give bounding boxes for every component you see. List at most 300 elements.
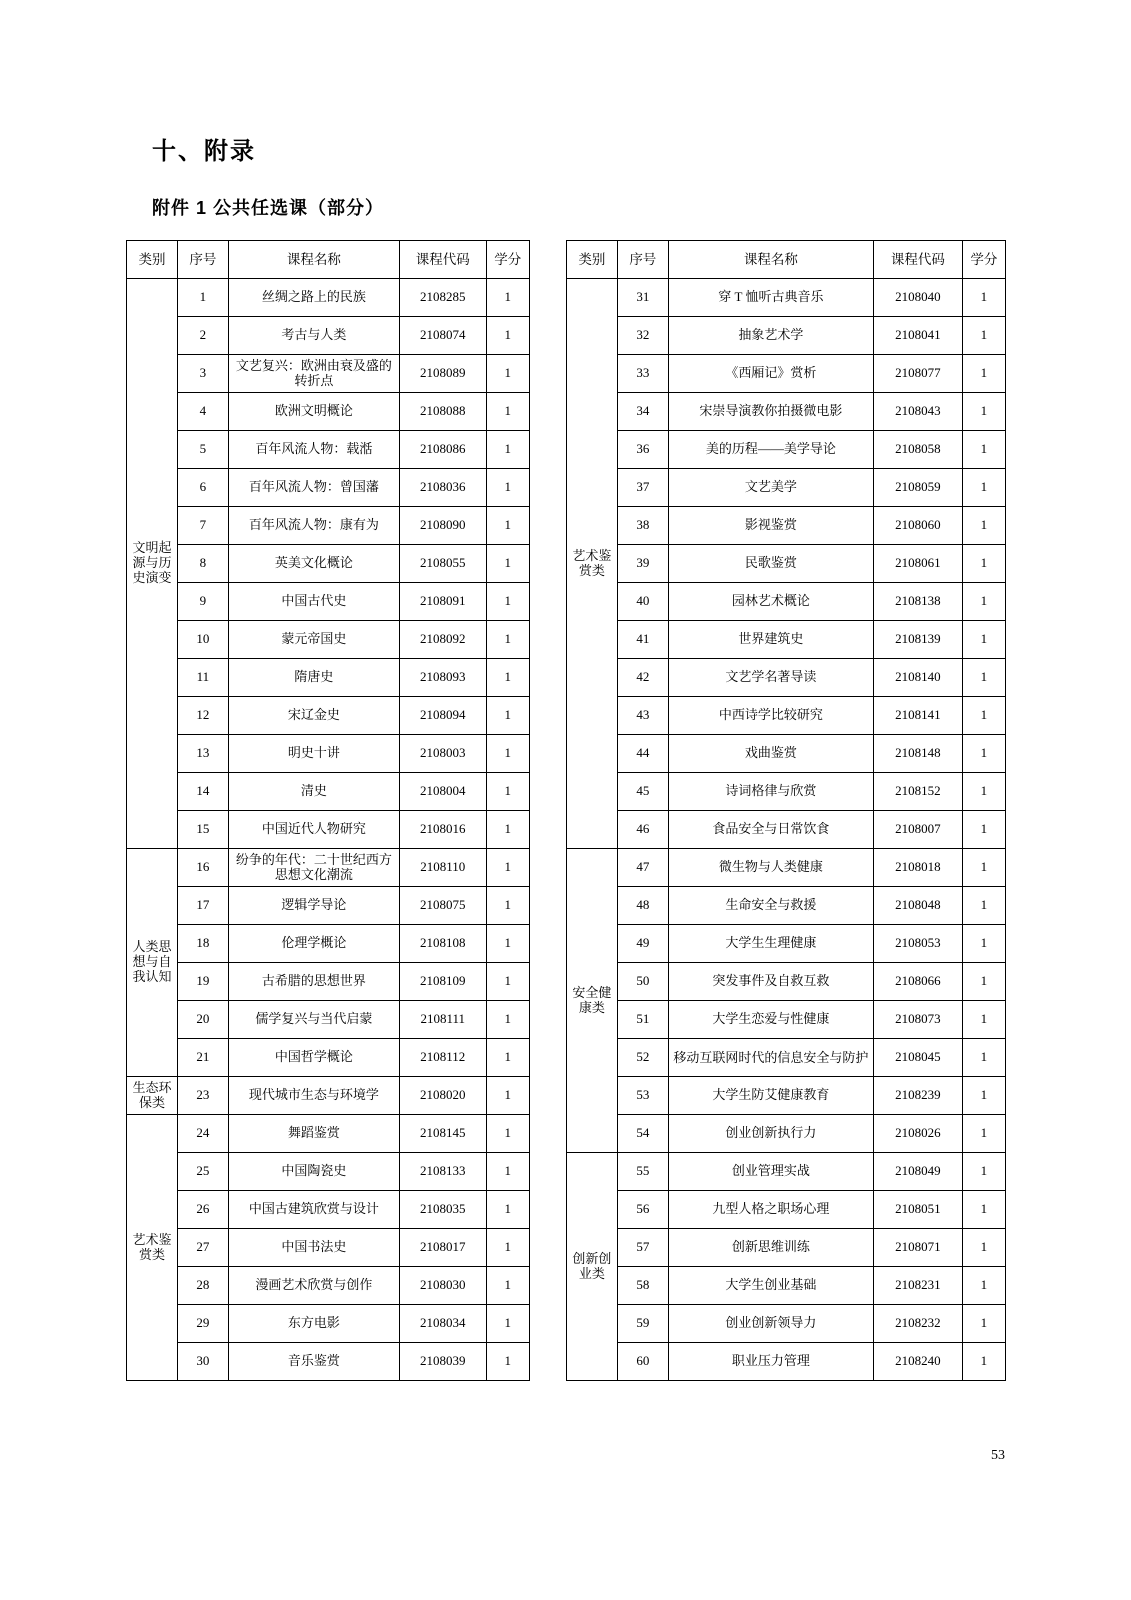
row-number-cell: 48 [617,887,668,925]
table-row [127,1077,530,1115]
course-name-cell: 创业创新领导力 [668,1305,873,1343]
course-code-cell: 2108034 [399,1305,486,1343]
course-code-cell: 2108086 [399,431,486,469]
course-name-cell: 中国古代史 [228,583,399,621]
course-name-cell: 明史十讲 [228,735,399,773]
credit-cell: 1 [962,469,1005,507]
table-row [566,279,1005,317]
category-cell: 艺术鉴赏类 [127,1115,178,1381]
course-code-cell: 2108138 [873,583,962,621]
course-code-cell: 2108003 [399,735,486,773]
table-row [566,1191,1005,1229]
credit-cell: 1 [962,317,1005,355]
course-code-cell: 2108088 [399,393,486,431]
course-code-cell: 2108035 [399,1191,486,1229]
course-name-cell: 蒙元帝国史 [228,621,399,659]
row-number-cell: 50 [617,963,668,1001]
table-row [566,583,1005,621]
course-code-cell: 2108059 [873,469,962,507]
row-number-cell: 45 [617,773,668,811]
course-code-cell: 2108285 [399,279,486,317]
row-number-cell: 17 [177,887,228,925]
course-name-cell: 宋辽金史 [228,697,399,735]
row-number-cell: 10 [177,621,228,659]
row-number-cell: 36 [617,431,668,469]
credit-cell: 1 [486,887,529,925]
table-header-row [566,241,1005,279]
course-name-cell: 宋崇导演教你拍摄微电影 [668,393,873,431]
row-number-cell: 1 [177,279,228,317]
course-code-cell: 2108058 [873,431,962,469]
row-number-cell: 60 [617,1343,668,1381]
course-code-cell: 2108018 [873,849,962,887]
credit-cell: 1 [962,1077,1005,1115]
course-code-cell: 2108152 [873,773,962,811]
row-number-cell: 14 [177,773,228,811]
course-code-cell: 2108093 [399,659,486,697]
table-row [566,1305,1005,1343]
table-row [566,1229,1005,1267]
row-number-cell: 52 [617,1039,668,1077]
credit-cell: 1 [962,963,1005,1001]
row-number-cell: 34 [617,393,668,431]
course-code-cell: 2108007 [873,811,962,849]
course-name-cell: 抽象艺术学 [668,317,873,355]
table-row [566,887,1005,925]
row-number-cell: 57 [617,1229,668,1267]
row-number-cell: 12 [177,697,228,735]
row-number-cell: 53 [617,1077,668,1115]
course-code-cell: 2108139 [873,621,962,659]
table-row [566,1343,1005,1381]
course-name-cell: 美的历程——美学导论 [668,431,873,469]
credit-cell: 1 [486,621,529,659]
table-row [127,1039,530,1077]
row-number-cell: 13 [177,735,228,773]
row-number-cell: 5 [177,431,228,469]
course-code-cell: 2108053 [873,925,962,963]
credit-cell: 1 [962,1115,1005,1153]
course-code-cell: 2108043 [873,393,962,431]
table-row [127,393,530,431]
course-name-cell: 园林艺术概论 [668,583,873,621]
table-row [127,317,530,355]
table-row [127,583,530,621]
course-name-cell: 影视鉴赏 [668,507,873,545]
course-name-cell: 大学生生理健康 [668,925,873,963]
table-row [127,773,530,811]
course-name-cell: 戏曲鉴赏 [668,735,873,773]
header-name: 课程名称 [668,241,873,279]
course-name-cell: 诗词格律与欣赏 [668,773,873,811]
table-row [566,925,1005,963]
table-row [127,963,530,1001]
credit-cell: 1 [962,1343,1005,1381]
credit-cell: 1 [486,507,529,545]
credit-cell: 1 [486,1229,529,1267]
course-name-cell: 突发事件及自救互救 [668,963,873,1001]
table-row [127,1343,530,1381]
course-code-cell: 2108074 [399,317,486,355]
credit-cell: 1 [486,1115,529,1153]
row-number-cell: 42 [617,659,668,697]
credit-cell: 1 [962,1305,1005,1343]
course-code-cell: 2108148 [873,735,962,773]
table-row [566,849,1005,887]
row-number-cell: 54 [617,1115,668,1153]
row-number-cell: 3 [177,355,228,393]
table-row [566,1039,1005,1077]
credit-cell: 1 [962,659,1005,697]
row-number-cell: 46 [617,811,668,849]
credit-cell: 1 [962,393,1005,431]
course-name-cell: 大学生恋爱与性健康 [668,1001,873,1039]
course-code-cell: 2108145 [399,1115,486,1153]
credit-cell: 1 [962,1229,1005,1267]
credit-cell: 1 [486,659,529,697]
credit-cell: 1 [962,1191,1005,1229]
course-code-cell: 2108092 [399,621,486,659]
table-row [566,317,1005,355]
course-code-cell: 2108112 [399,1039,486,1077]
credit-cell: 1 [486,545,529,583]
course-table-left [126,240,530,1381]
row-number-cell: 55 [617,1153,668,1191]
credit-cell: 1 [486,583,529,621]
course-code-cell: 2108111 [399,1001,486,1039]
credit-cell: 1 [962,697,1005,735]
row-number-cell: 4 [177,393,228,431]
table-row [566,1001,1005,1039]
credit-cell: 1 [486,279,529,317]
credit-cell: 1 [962,583,1005,621]
row-number-cell: 23 [177,1077,228,1115]
credit-cell: 1 [486,1001,529,1039]
table-row [566,621,1005,659]
course-code-cell: 2108089 [399,355,486,393]
row-number-cell: 59 [617,1305,668,1343]
course-code-cell: 2108232 [873,1305,962,1343]
table-row [566,1267,1005,1305]
credit-cell: 1 [962,621,1005,659]
course-code-cell: 2108041 [873,317,962,355]
table-row [127,279,530,317]
course-name-cell: 欧洲文明概论 [228,393,399,431]
course-code-cell: 2108141 [873,697,962,735]
credit-cell: 1 [486,469,529,507]
course-code-cell: 2108090 [399,507,486,545]
course-code-cell: 2108020 [399,1077,486,1115]
course-code-cell: 2108231 [873,1267,962,1305]
table-row [566,1115,1005,1153]
table-row [127,849,530,887]
table-header-left [127,241,530,279]
table-row [566,469,1005,507]
credit-cell: 1 [962,545,1005,583]
course-code-cell: 2108073 [873,1001,962,1039]
course-name-cell: 舞蹈鉴赏 [228,1115,399,1153]
header-category: 类别 [566,241,617,279]
credit-cell: 1 [486,963,529,1001]
course-table-right [566,240,1006,1381]
course-name-cell: 音乐鉴赏 [228,1343,399,1381]
row-number-cell: 21 [177,1039,228,1077]
table-row [127,1305,530,1343]
table-row [127,1153,530,1191]
table-body-left [127,279,530,1381]
course-name-cell: 古希腊的思想世界 [228,963,399,1001]
credit-cell: 1 [962,507,1005,545]
course-name-cell: 英美文化概论 [228,545,399,583]
row-number-cell: 9 [177,583,228,621]
table-row [566,773,1005,811]
course-name-cell: 大学生创业基础 [668,1267,873,1305]
appendix-tables [126,240,1006,1381]
course-name-cell: 中国书法史 [228,1229,399,1267]
row-number-cell: 16 [177,849,228,887]
row-number-cell: 28 [177,1267,228,1305]
page-title: 十、附录 [152,138,256,165]
row-number-cell: 19 [177,963,228,1001]
table-row [566,659,1005,697]
course-code-cell: 2108133 [399,1153,486,1191]
category-cell: 生态环保类 [127,1077,178,1115]
credit-cell: 1 [962,431,1005,469]
row-number-cell: 18 [177,925,228,963]
row-number-cell: 44 [617,735,668,773]
row-number-cell: 47 [617,849,668,887]
row-number-cell: 40 [617,583,668,621]
row-number-cell: 24 [177,1115,228,1153]
row-number-cell: 43 [617,697,668,735]
table-row [566,1077,1005,1115]
course-name-cell: 丝绸之路上的民族 [228,279,399,317]
header-no: 序号 [177,241,228,279]
course-code-cell: 2108109 [399,963,486,1001]
course-name-cell: 百年风流人物：曾国藩 [228,469,399,507]
course-code-cell: 2108094 [399,697,486,735]
course-code-cell: 2108110 [399,849,486,887]
table-row [566,545,1005,583]
category-cell: 安全健康类 [566,849,617,1153]
table-row [127,925,530,963]
course-name-cell: 中国古建筑欣赏与设计 [228,1191,399,1229]
table-row [566,811,1005,849]
header-category: 类别 [127,241,178,279]
course-name-cell: 考古与人类 [228,317,399,355]
course-code-cell: 2108004 [399,773,486,811]
course-name-cell: 逻辑学导论 [228,887,399,925]
course-code-cell: 2108049 [873,1153,962,1191]
course-code-cell: 2108239 [873,1077,962,1115]
table-row [127,1115,530,1153]
row-number-cell: 51 [617,1001,668,1039]
course-code-cell: 2108075 [399,887,486,925]
credit-cell: 1 [962,887,1005,925]
course-code-cell: 2108108 [399,925,486,963]
course-code-cell: 2108091 [399,583,486,621]
table-row [566,963,1005,1001]
table-row [127,507,530,545]
credit-cell: 1 [486,925,529,963]
credit-cell: 1 [486,735,529,773]
course-code-cell: 2108240 [873,1343,962,1381]
header-code: 课程代码 [873,241,962,279]
course-name-cell: 百年风流人物：载湉 [228,431,399,469]
row-number-cell: 30 [177,1343,228,1381]
section-subtitle: 附件 1 公共任选课（部分） [152,198,385,218]
course-name-cell: 东方电影 [228,1305,399,1343]
course-name-cell: 《西厢记》赏析 [668,355,873,393]
credit-cell: 1 [486,355,529,393]
credit-cell: 1 [486,811,529,849]
table-row [127,887,530,925]
row-number-cell: 56 [617,1191,668,1229]
table-row [127,659,530,697]
credit-cell: 1 [962,1001,1005,1039]
row-number-cell: 29 [177,1305,228,1343]
table-row [566,393,1005,431]
table-row [127,355,530,393]
table-row [566,1153,1005,1191]
course-code-cell: 2108060 [873,507,962,545]
course-code-cell: 2108077 [873,355,962,393]
table-row [127,431,530,469]
row-number-cell: 33 [617,355,668,393]
course-name-cell: 九型人格之职场心理 [668,1191,873,1229]
category-cell: 创新创业类 [566,1153,617,1381]
course-name-cell: 中国哲学概论 [228,1039,399,1077]
course-code-cell: 2108030 [399,1267,486,1305]
header-credit: 学分 [486,241,529,279]
course-code-cell: 2108055 [399,545,486,583]
course-name-cell: 清史 [228,773,399,811]
course-code-cell: 2108140 [873,659,962,697]
course-code-cell: 2108061 [873,545,962,583]
credit-cell: 1 [962,1267,1005,1305]
table-row [127,621,530,659]
credit-cell: 1 [486,1039,529,1077]
credit-cell: 1 [962,735,1005,773]
credit-cell: 1 [486,1153,529,1191]
course-name-cell: 现代城市生态与环境学 [228,1077,399,1115]
credit-cell: 1 [486,393,529,431]
course-name-cell: 文艺美学 [668,469,873,507]
category-cell: 艺术鉴赏类 [566,279,617,849]
row-number-cell: 20 [177,1001,228,1039]
row-number-cell: 31 [617,279,668,317]
course-code-cell: 2108048 [873,887,962,925]
credit-cell: 1 [486,697,529,735]
credit-cell: 1 [486,317,529,355]
course-name-cell: 创新思维训练 [668,1229,873,1267]
credit-cell: 1 [962,773,1005,811]
table-row [127,811,530,849]
table-row [566,431,1005,469]
row-number-cell: 7 [177,507,228,545]
table-header-row [127,241,530,279]
credit-cell: 1 [962,925,1005,963]
credit-cell: 1 [486,1267,529,1305]
course-name-cell: 百年风流人物：康有为 [228,507,399,545]
course-name-cell: 伦理学概论 [228,925,399,963]
table-row [566,697,1005,735]
table-row [566,355,1005,393]
course-name-cell: 生命安全与救援 [668,887,873,925]
credit-cell: 1 [486,1305,529,1343]
row-number-cell: 41 [617,621,668,659]
course-code-cell: 2108016 [399,811,486,849]
course-code-cell: 2108040 [873,279,962,317]
credit-cell: 1 [962,1153,1005,1191]
credit-cell: 1 [486,849,529,887]
table-row [127,697,530,735]
course-name-cell: 职业压力管理 [668,1343,873,1381]
row-number-cell: 26 [177,1191,228,1229]
credit-cell: 1 [486,773,529,811]
course-name-cell: 民歌鉴赏 [668,545,873,583]
row-number-cell: 39 [617,545,668,583]
course-code-cell: 2108071 [873,1229,962,1267]
table-row [566,507,1005,545]
row-number-cell: 2 [177,317,228,355]
header-code: 课程代码 [399,241,486,279]
course-name-cell: 纷争的年代：二十世纪西方思想文化潮流 [228,849,399,887]
row-number-cell: 49 [617,925,668,963]
table-row [127,1229,530,1267]
credit-cell: 1 [962,355,1005,393]
credit-cell: 1 [962,811,1005,849]
course-code-cell: 2108017 [399,1229,486,1267]
course-name-cell: 创业管理实战 [668,1153,873,1191]
header-name: 课程名称 [228,241,399,279]
course-name-cell: 儒学复兴与当代启蒙 [228,1001,399,1039]
header-no: 序号 [617,241,668,279]
row-number-cell: 6 [177,469,228,507]
header-credit: 学分 [962,241,1005,279]
table-body-right [566,279,1005,1381]
course-name-cell: 漫画艺术欣赏与创作 [228,1267,399,1305]
course-code-cell: 2108026 [873,1115,962,1153]
credit-cell: 1 [486,1343,529,1381]
table-header-right [566,241,1005,279]
row-number-cell: 32 [617,317,668,355]
course-name-cell: 中国近代人物研究 [228,811,399,849]
course-name-cell: 文艺复兴：欧洲由衰及盛的转折点 [228,355,399,393]
table-row [127,1191,530,1229]
row-number-cell: 38 [617,507,668,545]
course-code-cell: 2108066 [873,963,962,1001]
row-number-cell: 58 [617,1267,668,1305]
course-name-cell: 食品安全与日常饮食 [668,811,873,849]
course-name-cell: 世界建筑史 [668,621,873,659]
row-number-cell: 8 [177,545,228,583]
row-number-cell: 15 [177,811,228,849]
credit-cell: 1 [962,849,1005,887]
course-name-cell: 微生物与人类健康 [668,849,873,887]
course-name-cell: 隋唐史 [228,659,399,697]
course-code-cell: 2108039 [399,1343,486,1381]
table-row [127,735,530,773]
row-number-cell: 25 [177,1153,228,1191]
credit-cell: 1 [962,1039,1005,1077]
credit-cell: 1 [486,1077,529,1115]
table-row [566,735,1005,773]
course-name-cell: 中国陶瓷史 [228,1153,399,1191]
course-name-cell: 创业创新执行力 [668,1115,873,1153]
credit-cell: 1 [486,431,529,469]
course-code-cell: 2108036 [399,469,486,507]
